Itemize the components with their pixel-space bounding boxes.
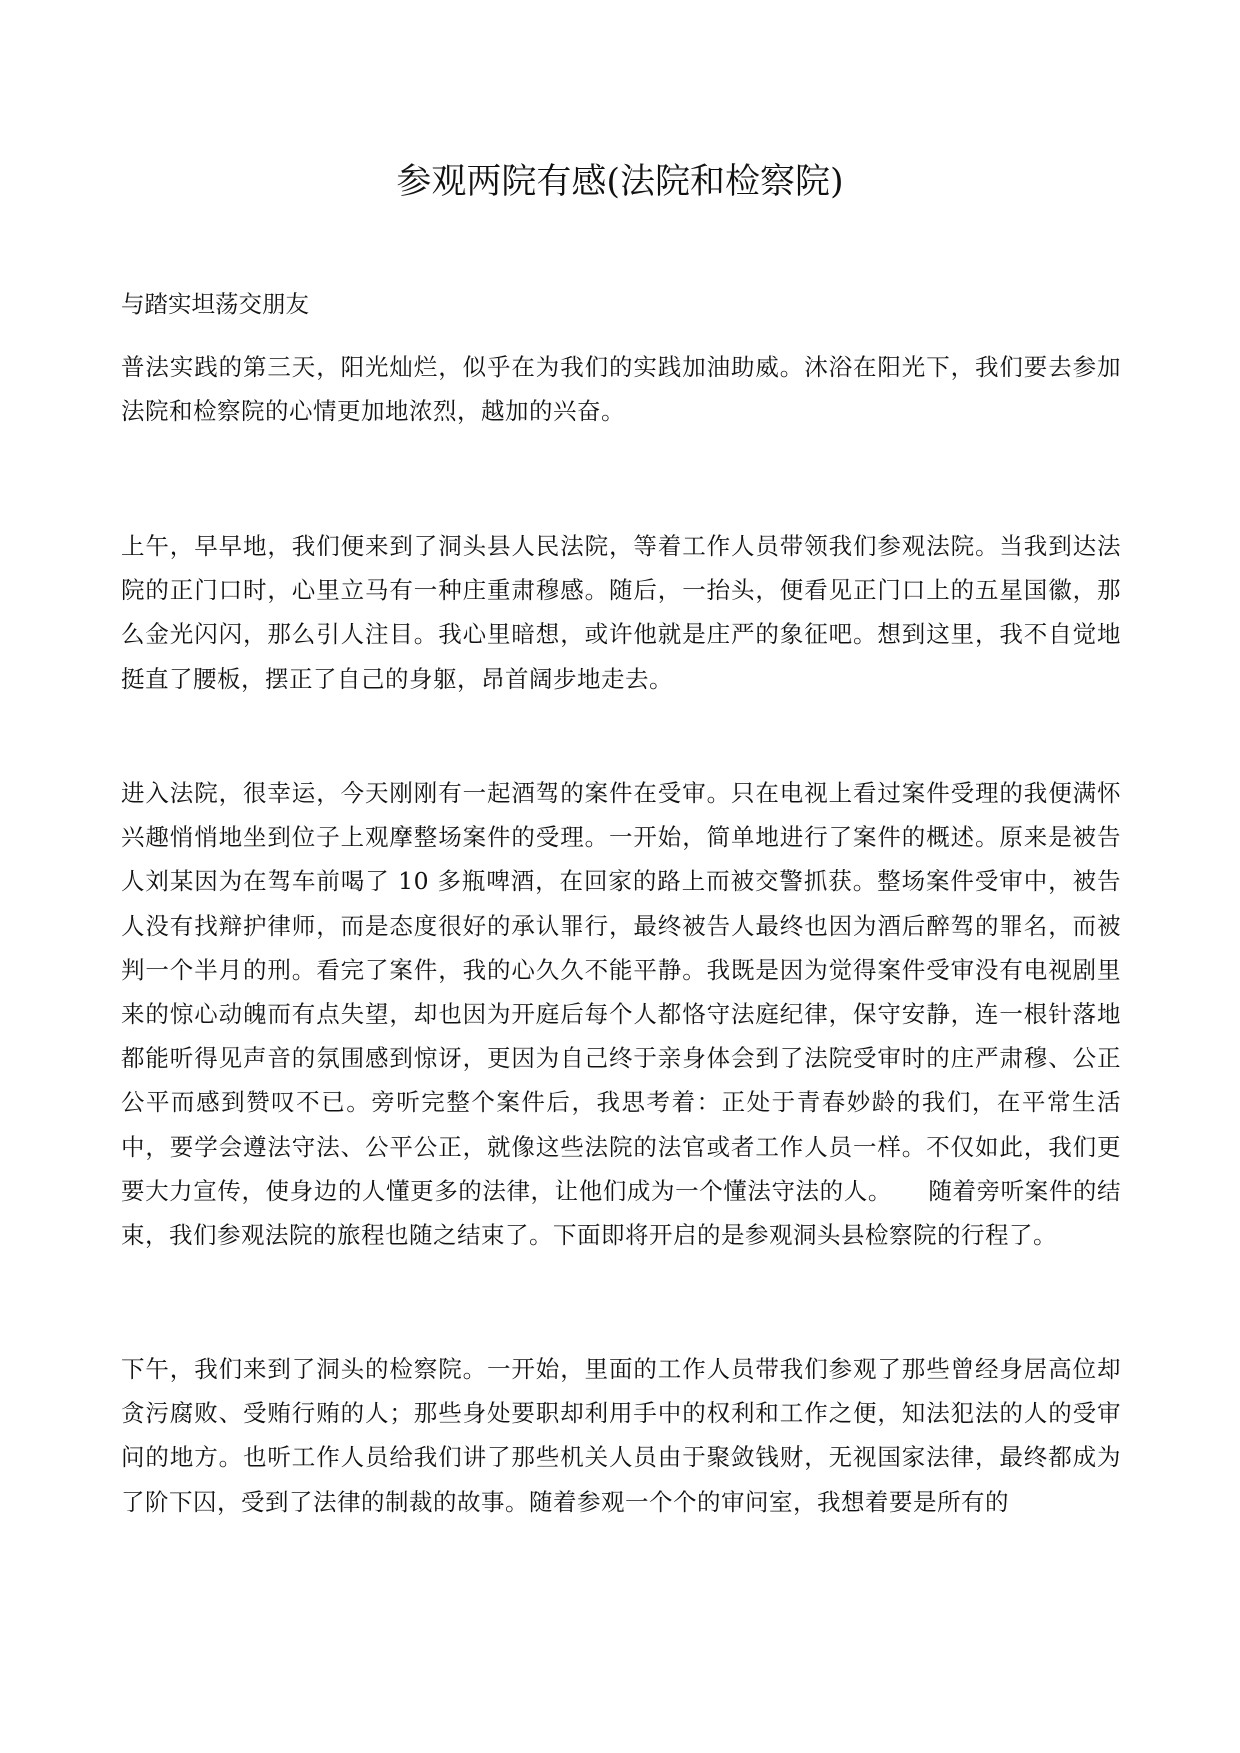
paragraph-2: 上午，早早地，我们便来到了洞头县人民法院，等着工作人员带领我们参观法院。当我到达法院的正门口时，心里立马有一种庄重肃穆感。随后，一抬头，便看见正门口上的五星国徽，那么金光闪闪，那么引人注目。我心里暗想，或许他就是庄严的象征吧。想到这里，我不自觉地挺直了腰板，摆正了自己的身躯，昂首阔步地走去。 xyxy=(121,532,1121,693)
paragraph-1: 普法实践的第三天，阳光灿烂，似乎在为我们的实践加油助威。沐浴在阳光下，我们要去参加法院和检察院的心情更加地浓烈，越加的兴奋。 xyxy=(121,353,1121,426)
document-subtitle: 与踏实坦荡交朋友 xyxy=(121,290,309,318)
document-title: 参观两院有感(法院和检察院) xyxy=(396,162,844,202)
paragraph-4: 下午，我们来到了洞头的检察院。一开始，里面的工作人员带我们参观了那些曾经身居高位却贪污腐败、受贿行贿的人；那些身处要职却利用手中的权利和工作之便，知法犯法的人的受审问的地方。也听工作人员给我们讲了那些机关人员由于聚敛钱财，无视国家法律，最终都成为了阶下囚，受到了法律的制裁的故事。随着参观一个个的审问室，我想着要是所有的 xyxy=(121,1355,1121,1516)
paragraph-3: 进入法院，很幸运，今天刚刚有一起酒驾的案件在受审。只在电视上看过案件受理的我便满怀兴趣悄悄地坐到位子上观摩整场案件的受理。一开始，简单地进行了案件的概述。原来是被告人刘某因为在驾车前喝了 10 多瓶啤酒，在回家的路上而被交警抓获。整场案件受审中，被告人没有找辩护律师，而是态度很好的承认罪行，最终被告人最终也因为酒后醉驾的罪名，而被判一个半月的刑。看完了案件，我的心久久不能平静。我既是因为觉得案件受审没有电视剧里来的惊心动魄而有点失望，却也因为开庭后每个人都恪守法庭纪律，保守安静，连一根针落地都能听得见声音的氛围感到惊讶，更因为自己终于亲身体会到了法院受审时的庄严肃穆、公正公平而感到赞叹不已。旁听完整个案件后，我思考着：正处于青春妙龄的我们，在平常生活中，要学会遵法守法、公平公正，就像这些法院的法官或者工作人员一样。不仅如此，我们更要大力宣传，使身边的人懂更多的法律，让他们成为一个懂法守法的人。 随着旁听案件的结束，我们参观法院的旅程也随之结束了。下面即将开启的是参观洞头县检察院的行程了。 xyxy=(121,779,1121,1250)
